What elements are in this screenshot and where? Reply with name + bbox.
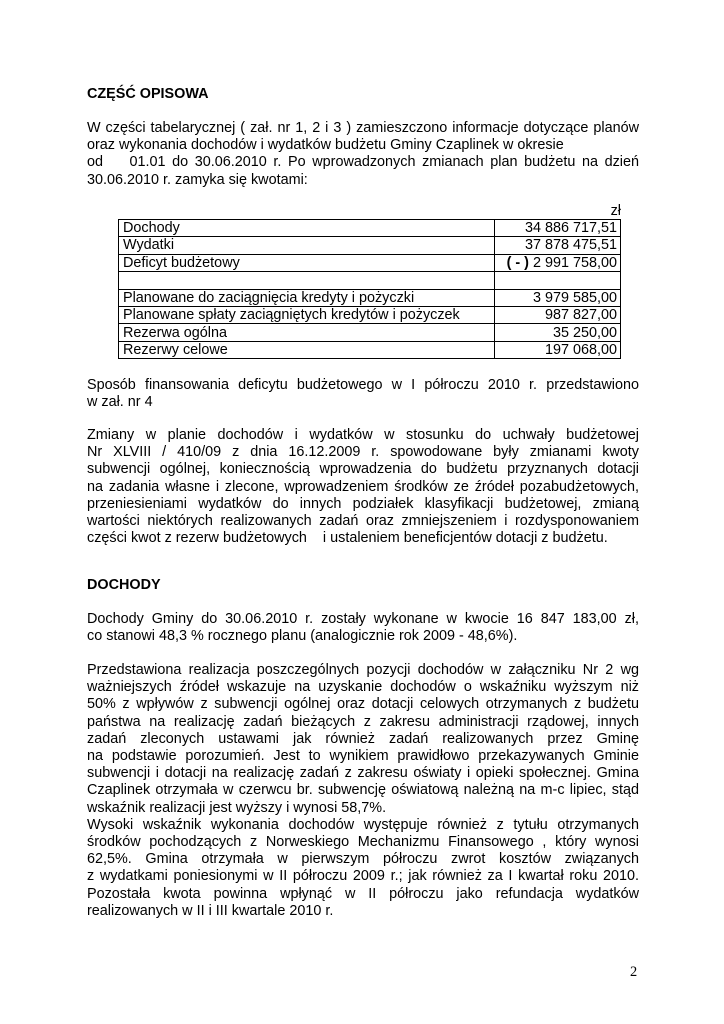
table-row-empty: [119, 271, 621, 289]
row-label: Rezerwa ogólna: [119, 324, 495, 341]
row-value: [495, 271, 621, 289]
text-line: Sposób finansowania deficytu budżetowego w I półroczu 2010 r. przedstawiono: [87, 377, 639, 393]
row-label: [119, 271, 495, 289]
text-line: realizowanych w II i III kwartale 2010 r.: [87, 902, 334, 919]
text-line: Wysoki wskaźnik wykonania dochodów występuje również z tytułu otrzymanych: [87, 816, 639, 833]
row-value: 197 068,00: [495, 341, 621, 358]
details-paragraph: [87, 662, 639, 920]
deficit-paragraph: [87, 377, 639, 411]
row-label: Dochody: [119, 220, 495, 237]
text-line: zadań zleconych ustawami jak również zadań realizowanych przez Gminę: [87, 730, 639, 747]
text-line: przeniesieniami wydatków do innych podziałek klasyfikacji budżetowej, zmianą: [87, 495, 639, 512]
text-line: w zał. nr 4: [87, 394, 153, 411]
income-paragraph: [87, 611, 639, 645]
text-line: W części tabelarycznej ( zał. nr 1, 2 i 3 ) zamieszczono informacje dotyczące planów: [87, 120, 639, 136]
row-label: Deficyt budżetowy: [119, 254, 495, 271]
text-line: od 01.01 do 30.06.2010 r. Po wprowadzonych zmianach plan budżetu na dzień: [87, 154, 639, 171]
page-number: 2: [630, 964, 638, 980]
row-value: 34 886 717,51: [495, 220, 621, 237]
deficit-sign: ( - ): [506, 254, 529, 271]
text-line: państwa na realizację zadań bieżących z zakresu administracji rządowej, innych: [87, 713, 639, 730]
table-row: [119, 341, 621, 358]
table-row: [119, 254, 621, 271]
text-line: oraz wykonania dochodów i wydatków budżetu Gminy Czaplinek w okresie: [87, 137, 564, 154]
row-label: Wydatki: [119, 237, 495, 254]
intro-paragraph: [87, 120, 639, 189]
text-line: subwencji i dotacji na realizację zadań z zakresu oświaty i opieki społecznej. Gmina: [87, 765, 639, 782]
text-line: 62,5%. Gmina otrzymała w pierwszym półroczu zwrot kosztów związanych: [87, 851, 639, 868]
text-line: ważniejszych źródeł wskazuje na uzyskanie dochodów o wskaźniku wyższym niż: [87, 679, 639, 696]
table-row: [119, 289, 621, 306]
text-line: na podstawie porozumień. Jest to wynikiem prawidłowo przekazywanych Gminie: [87, 748, 639, 765]
row-value: 3 979 585,00: [495, 289, 621, 306]
text-line: z wydatkami poniesionymi w II półroczu 2009 r.; jak również za I kwartał roku 2010.: [87, 868, 639, 885]
currency-unit: zł: [610, 203, 621, 219]
section-heading-opis: CZĘŚĆ OPISOWA: [87, 86, 209, 102]
text-line: Zmiany w planie dochodów i wydatków w stosunku do uchwały budżetowej: [87, 427, 639, 443]
text-line: wskaźnik realizacji jest wyższy i wynosi 58,7%.: [87, 799, 387, 816]
text-line: Przedstawiona realizacja poszczególnych pozycji dochodów w załączniku Nr 2 wg: [87, 662, 639, 678]
row-value: 987 827,00: [495, 307, 621, 324]
row-label: Rezerwy celowe: [119, 341, 495, 358]
budget-table: [118, 219, 621, 359]
text-line: Pozostała kwota powinna wpłynąć w II półroczu jako refundacja wydatków: [87, 885, 639, 902]
row-label: Planowane do zaciągnięcia kredyty i pożyczki: [119, 289, 495, 306]
deficit-amount: 2 991 758,00: [528, 254, 617, 271]
text-line: 30.06.2010 r. zamyka się kwotami:: [87, 171, 308, 188]
text-line: na zadania własne i zlecone, wprowadzeniem środków ze źródeł pozabudżetowych,: [87, 478, 639, 495]
text-line: Dochody Gminy do 30.06.2010 r. zostały wykonane w kwocie 16 847 183,00 zł,: [87, 611, 639, 627]
table-row: [119, 220, 621, 237]
changes-paragraph: [87, 427, 639, 547]
table-row: [119, 237, 621, 254]
row-label: Planowane spłaty zaciągniętych kredytów i pożyczek: [119, 307, 495, 324]
row-value: 35 250,00: [495, 324, 621, 341]
row-value: 37 878 475,51: [495, 237, 621, 254]
text-line: środków pochodzących z Norweskiego Mechanizmu Finansowego , który wynosi: [87, 834, 639, 851]
text-line: subwencji ogólnej, koniecznością wprowadzenia do budżetu przyznanych dotacji: [87, 461, 639, 478]
text-line: Nr XLVIII / 410/09 z dnia 16.12.2009 r. spowodowane były zmianami kwoty: [87, 444, 639, 461]
text-line: Czaplinek otrzymała w czerwcu br. subwencję oświatową należną na m-c lipiec, stąd: [87, 782, 639, 799]
section-heading-dochody: DOCHODY: [87, 577, 161, 593]
text-line: co stanowi 48,3 % rocznego planu (analogicznie rok 2009 - 48,6%).: [87, 628, 518, 645]
row-value: [495, 254, 621, 271]
text-line: 50% z wpływów z subwencji ogólnej oraz dotacji celowych otrzymanych z budżetu: [87, 696, 639, 713]
table-row: [119, 324, 621, 341]
table-row: [119, 307, 621, 324]
text-line: części kwot z rezerw budżetowych i ustaleniem beneficjentów dotacji z budżetu.: [87, 530, 608, 547]
text-line: wartości niektórych realizowanych zadań oraz zmniejszeniem i rozdysponowaniem: [87, 513, 639, 530]
